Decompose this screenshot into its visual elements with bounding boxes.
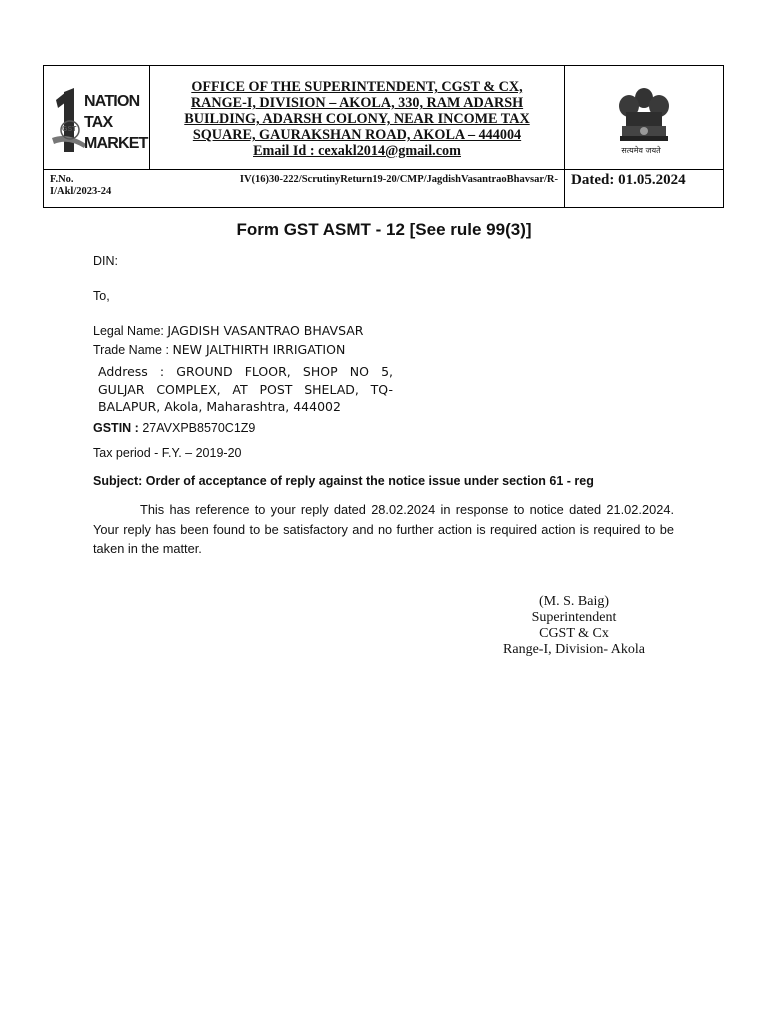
file-number-value: IV(16)30-222/ScrutinyReturn19-20/CMP/JagdishVasantraoBhavsar/R- [239, 174, 558, 185]
gstin-value: 27AVXPB8570C1Z9 [142, 421, 256, 435]
file-number-value: I/Akl/2023-24 [50, 186, 112, 197]
office-line: SQUARE, GAURAKSHAN ROAD, AKOLA – 444004 [192, 127, 522, 143]
office-line: BUILDING, ADARSH COLONY, NEAR INCOME TAX [184, 111, 530, 127]
emblem-motto: सत्यमेव जयते [621, 146, 661, 155]
dated: Dated: 01.05.2024 [571, 172, 686, 188]
office-line: RANGE-I, DIVISION – AKOLA, 330, RAM ADARSH [190, 95, 524, 111]
logo-text: NATION [84, 93, 140, 110]
office-address [151, 79, 563, 159]
legal-name-label: Legal Name: [93, 324, 164, 338]
signatory-office: Range-I, Division- Akola [503, 642, 645, 657]
header-divider [564, 66, 565, 207]
signatory-department: CGST & Cx [539, 626, 609, 641]
signatory-designation: Superintendent [531, 610, 617, 625]
logo-gst-badge: GST [62, 126, 77, 133]
office-line: OFFICE OF THE SUPERINTENDENT, CGST & CX, [191, 79, 523, 95]
letterhead [43, 65, 724, 208]
nation-tax-market-logo [50, 86, 148, 158]
gstin-label: GSTIN : [93, 421, 139, 435]
subject-line: Subject: Order of acceptance of reply against the notice issue under section 61 - reg [93, 474, 594, 488]
tax-period: Tax period - F.Y. – 2019-20 [93, 446, 242, 460]
form-title: Form GST ASMT - 12 [See rule 99(3)] [236, 220, 532, 239]
office-email: Email Id : cexakl2014@gmail.com [253, 143, 461, 159]
signature-block [464, 594, 684, 658]
legal-name-value: JAGDISH VASANTRAO BHAVSAR [167, 323, 364, 338]
salutation: To, [93, 289, 110, 303]
file-number-label: F.No. [50, 174, 74, 185]
trade-name [93, 342, 345, 357]
logo-text: TAX [84, 114, 113, 131]
trade-name-value: NEW JALTHIRTH IRRIGATION [172, 342, 346, 357]
body-paragraph: This has reference to your reply dated 28.02.2024 in response to notice dated 21.02.2024. Your reply has been found to be satisfactory and no further action is required action is required to be taken in the matter. [93, 502, 674, 556]
file-number [50, 174, 558, 198]
signatory-name: (M. S. Baig) [539, 594, 609, 609]
din-label: DIN: [93, 254, 118, 268]
header-divider [149, 66, 150, 169]
header-divider [44, 169, 723, 170]
trade-name-label: Trade Name : [93, 343, 169, 357]
legal-name [93, 323, 363, 338]
recipient-address: Address : GROUND FLOOR, SHOP NO 5, GULJAR COMPLEX, AT POST SHELAD, TQ-BALAPUR, Akola, Maharashtra, 444002 [98, 364, 393, 414]
logo-text: MARKET [84, 135, 148, 152]
gstin [93, 421, 255, 435]
